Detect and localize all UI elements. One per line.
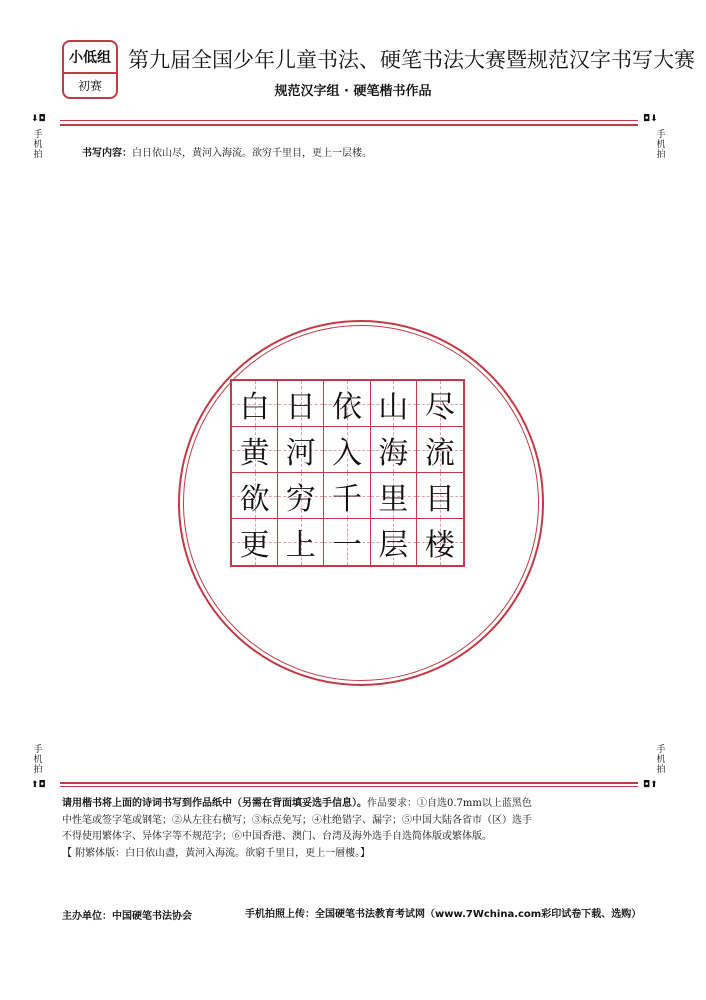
top-divider-thick (60, 124, 638, 126)
bottom-divider-thin (60, 786, 638, 787)
grid-cell: 目 (417, 473, 463, 519)
arrow-down-camera-icon: ⬇◘ (31, 114, 46, 124)
phone-shoot-label-tr: 手机拍 (656, 130, 666, 160)
grid-cell: 河 (278, 427, 324, 473)
page-title: 第九届全国少年儿童书法、硬笔书法大赛暨规范汉字书写大赛 (128, 48, 695, 72)
grid-cell: 尽 (417, 381, 463, 427)
grid-cell: 日 (278, 381, 324, 427)
grid-cell: 一 (324, 519, 370, 565)
bottom-divider-thick (60, 782, 638, 784)
instructions (62, 796, 642, 862)
grid-cell: 更 (232, 519, 278, 565)
writing-content (82, 144, 372, 159)
footer-organizer: 主办单位：中国硬笔书法协会 (62, 911, 192, 922)
grid-cell: 楼 (417, 519, 463, 565)
grid-cell: 白 (232, 381, 278, 427)
instructions-line1: 作品要求：①自选0.7mm以上蓝黑色 (367, 798, 532, 809)
instructions-line2: 中性笔或签字笔或钢笔；②从左往右横写；③标点免写；④杜绝错字、漏字；⑤中国大陆各省市（区）选手 (62, 814, 532, 826)
writing-content-text: 白日依山尽，黄河入海流。欲穷千里目，更上一层楼。 (132, 148, 372, 159)
grid-cell: 层 (371, 519, 417, 565)
phone-shoot-label-tl: 手机拍 (33, 130, 43, 160)
grid-cell: 依 (324, 381, 370, 427)
grid-cell: 欲 (232, 473, 278, 519)
phone-shoot-label-br: 手机拍 (656, 745, 666, 775)
writing-content-label: 书写内容： (82, 148, 132, 159)
camera-arrow-down-icon: ◘⬇ (643, 114, 658, 124)
footer-upload: 手机拍照上传：全国硬笔书法教育考试网（www.7Wchina.com彩印试卷下载、选购） (245, 909, 642, 920)
page-subtitle: 规范汉字组 · 硬笔楷书作品 (274, 84, 432, 99)
group-label: 小低组 (64, 42, 116, 74)
grid-cell: 海 (371, 427, 417, 473)
grid-cell: 上 (278, 519, 324, 565)
arrow-up-camera-icon: ⬆◘ (31, 780, 46, 790)
grid-cell: 流 (417, 427, 463, 473)
grid-cell: 入 (324, 427, 370, 473)
instructions-lead: 请用楷书将上面的诗词书写到作品纸中（另需在背面填妥选手信息）。 (62, 798, 367, 809)
writing-grid (230, 379, 465, 567)
grid-cell: 山 (371, 381, 417, 427)
camera-arrow-up-icon: ◘⬆ (643, 780, 658, 790)
instructions-traditional: 【 附繁体版：白日依山盡，黃河入海流。欲窮千里目，更上一層樓。】 (62, 847, 371, 859)
grid-cell: 黄 (232, 427, 278, 473)
phone-shoot-label-bl: 手机拍 (33, 745, 43, 775)
stage-label: 初赛 (77, 79, 102, 93)
grid-cell: 千 (324, 473, 370, 519)
instructions-line3: 不得使用繁体字、异体字等不规范字；⑥中国香港、澳门、台湾及海外选手自选简体版或繁体版。 (62, 831, 492, 842)
top-divider-thin (60, 120, 638, 121)
grid-cell: 穷 (278, 473, 324, 519)
grid-cell: 里 (371, 473, 417, 519)
